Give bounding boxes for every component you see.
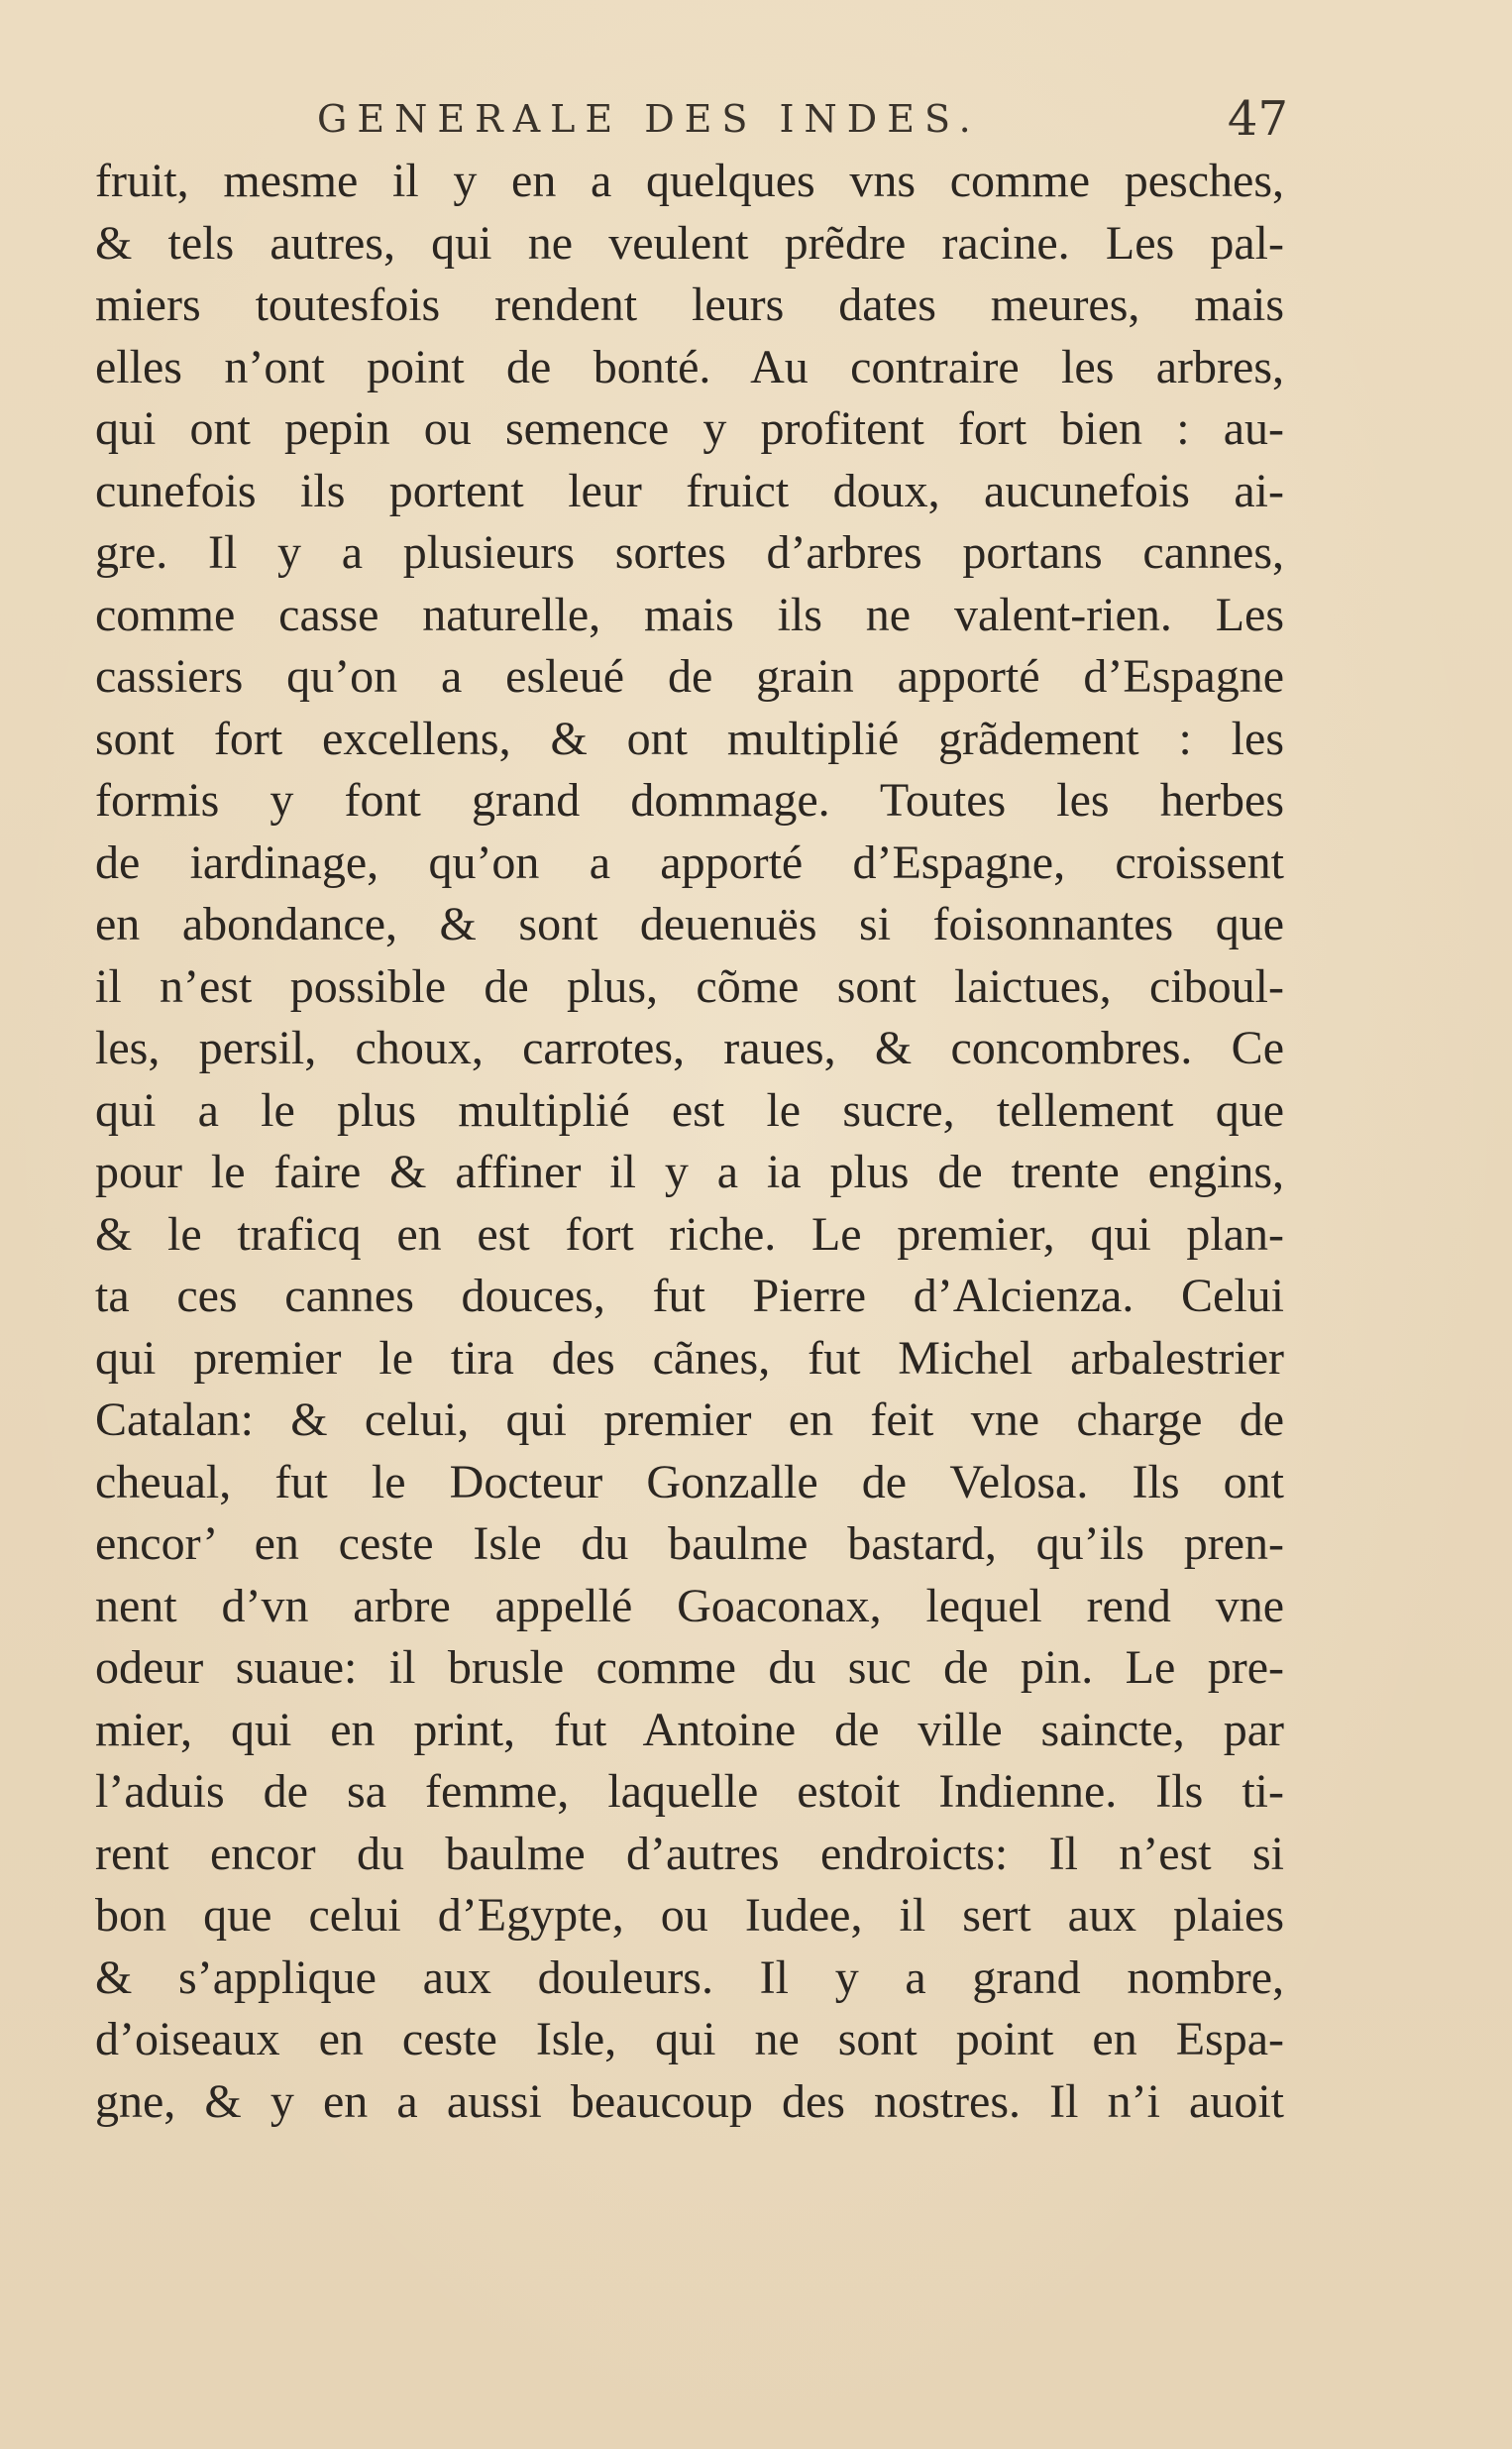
text-line: qui a le plus multiplié est le sucre, tellement que — [95, 1083, 1284, 1137]
text-line: gne, & y en a aussi beaucoup des nostres. Il n’i auoit — [95, 2074, 1284, 2128]
text-line: & tels autres, qui ne veulent prẽdre racine. Les pal- — [95, 216, 1284, 270]
text-line: rent encor du baulme d’autres endroicts: Il n’est si — [95, 1827, 1284, 1880]
text-line: mier, qui en print, fut Antoine de ville saincte, par — [95, 1703, 1284, 1756]
text-line: il n’est possible de plus, cõme sont laictues, ciboul- — [95, 959, 1284, 1013]
text-line: cunefois ils portent leur fruict doux, aucunefois ai- — [95, 464, 1284, 517]
text-line: de iardinage, qu’on a apporté d’Espagne, croissent — [95, 835, 1284, 889]
body-text — [95, 151, 1284, 2133]
text-line: cheual, fut le Docteur Gonzalle de Velosa. Ils ont — [95, 1455, 1284, 1508]
text-line: & s’applique aux douleurs. Il y a grand nombre, — [95, 1950, 1284, 2004]
text-line: cassiers qu’on a esleué de grain apporté d’Espagne — [95, 650, 1284, 703]
text-line: encor’ en ceste Isle du baulme bastard, qu’ils pren- — [95, 1517, 1284, 1570]
text-line: nent d’vn arbre appellé Goaconax, lequel rend vne — [95, 1579, 1284, 1632]
text-line: en abondance, & sont deuenuës si foisonnantes que — [95, 898, 1284, 950]
text-line: gre. Il y a plusieurs sortes d’arbres portans cannes, — [95, 526, 1284, 579]
text-line: les, persil, choux, carrotes, raues, & concombres. Ce — [95, 1022, 1284, 1074]
page-header — [317, 91, 1288, 157]
text-line: sont fort excellens, & ont multiplié grãdement : les — [95, 712, 1284, 765]
text-line: pour le faire & affiner il y a ia plus de trente engins, — [95, 1146, 1284, 1198]
text-line: d’oiseaux en ceste Isle, qui ne sont point en Espa- — [95, 2013, 1284, 2065]
text-line: qui premier le tira des cãnes, fut Michel arbalestrier — [95, 1331, 1284, 1385]
text-line: odeur suaue: il brusle comme du suc de pin. Le pre- — [95, 1641, 1284, 1694]
text-line: formis y font grand dommage. Toutes les herbes — [95, 774, 1284, 827]
running-head: GENERALE DES INDES. — [317, 97, 981, 141]
text-line: bon que celui d’Egypte, ou Iudee, il sert aux plaies — [95, 1889, 1284, 1942]
text-line: elles n’ont point de bonté. Au contraire les arbres, — [95, 340, 1284, 393]
text-line: Catalan: & celui, qui premier en feit vne charge de — [95, 1393, 1284, 1446]
text-line: ta ces cannes douces, fut Pierre d’Alcienza. Celui — [95, 1270, 1284, 1322]
text-line: l’aduis de sa femme, laquelle estoit Indienne. Ils ti- — [95, 1765, 1284, 1818]
text-line: & le traficq en est fort riche. Le premier, qui plan- — [95, 1207, 1284, 1261]
text-line: fruit, mesme il y en a quelques vns comme pesches, — [95, 155, 1284, 207]
text-line: qui ont pepin ou semence y profitent fort bien : au- — [95, 402, 1284, 455]
text-line: miers toutesfois rendent leurs dates meures, mais — [95, 278, 1284, 331]
text-line: comme casse naturelle, mais ils ne valent-rien. Les — [95, 588, 1284, 641]
page-number: 47 — [1227, 91, 1288, 147]
